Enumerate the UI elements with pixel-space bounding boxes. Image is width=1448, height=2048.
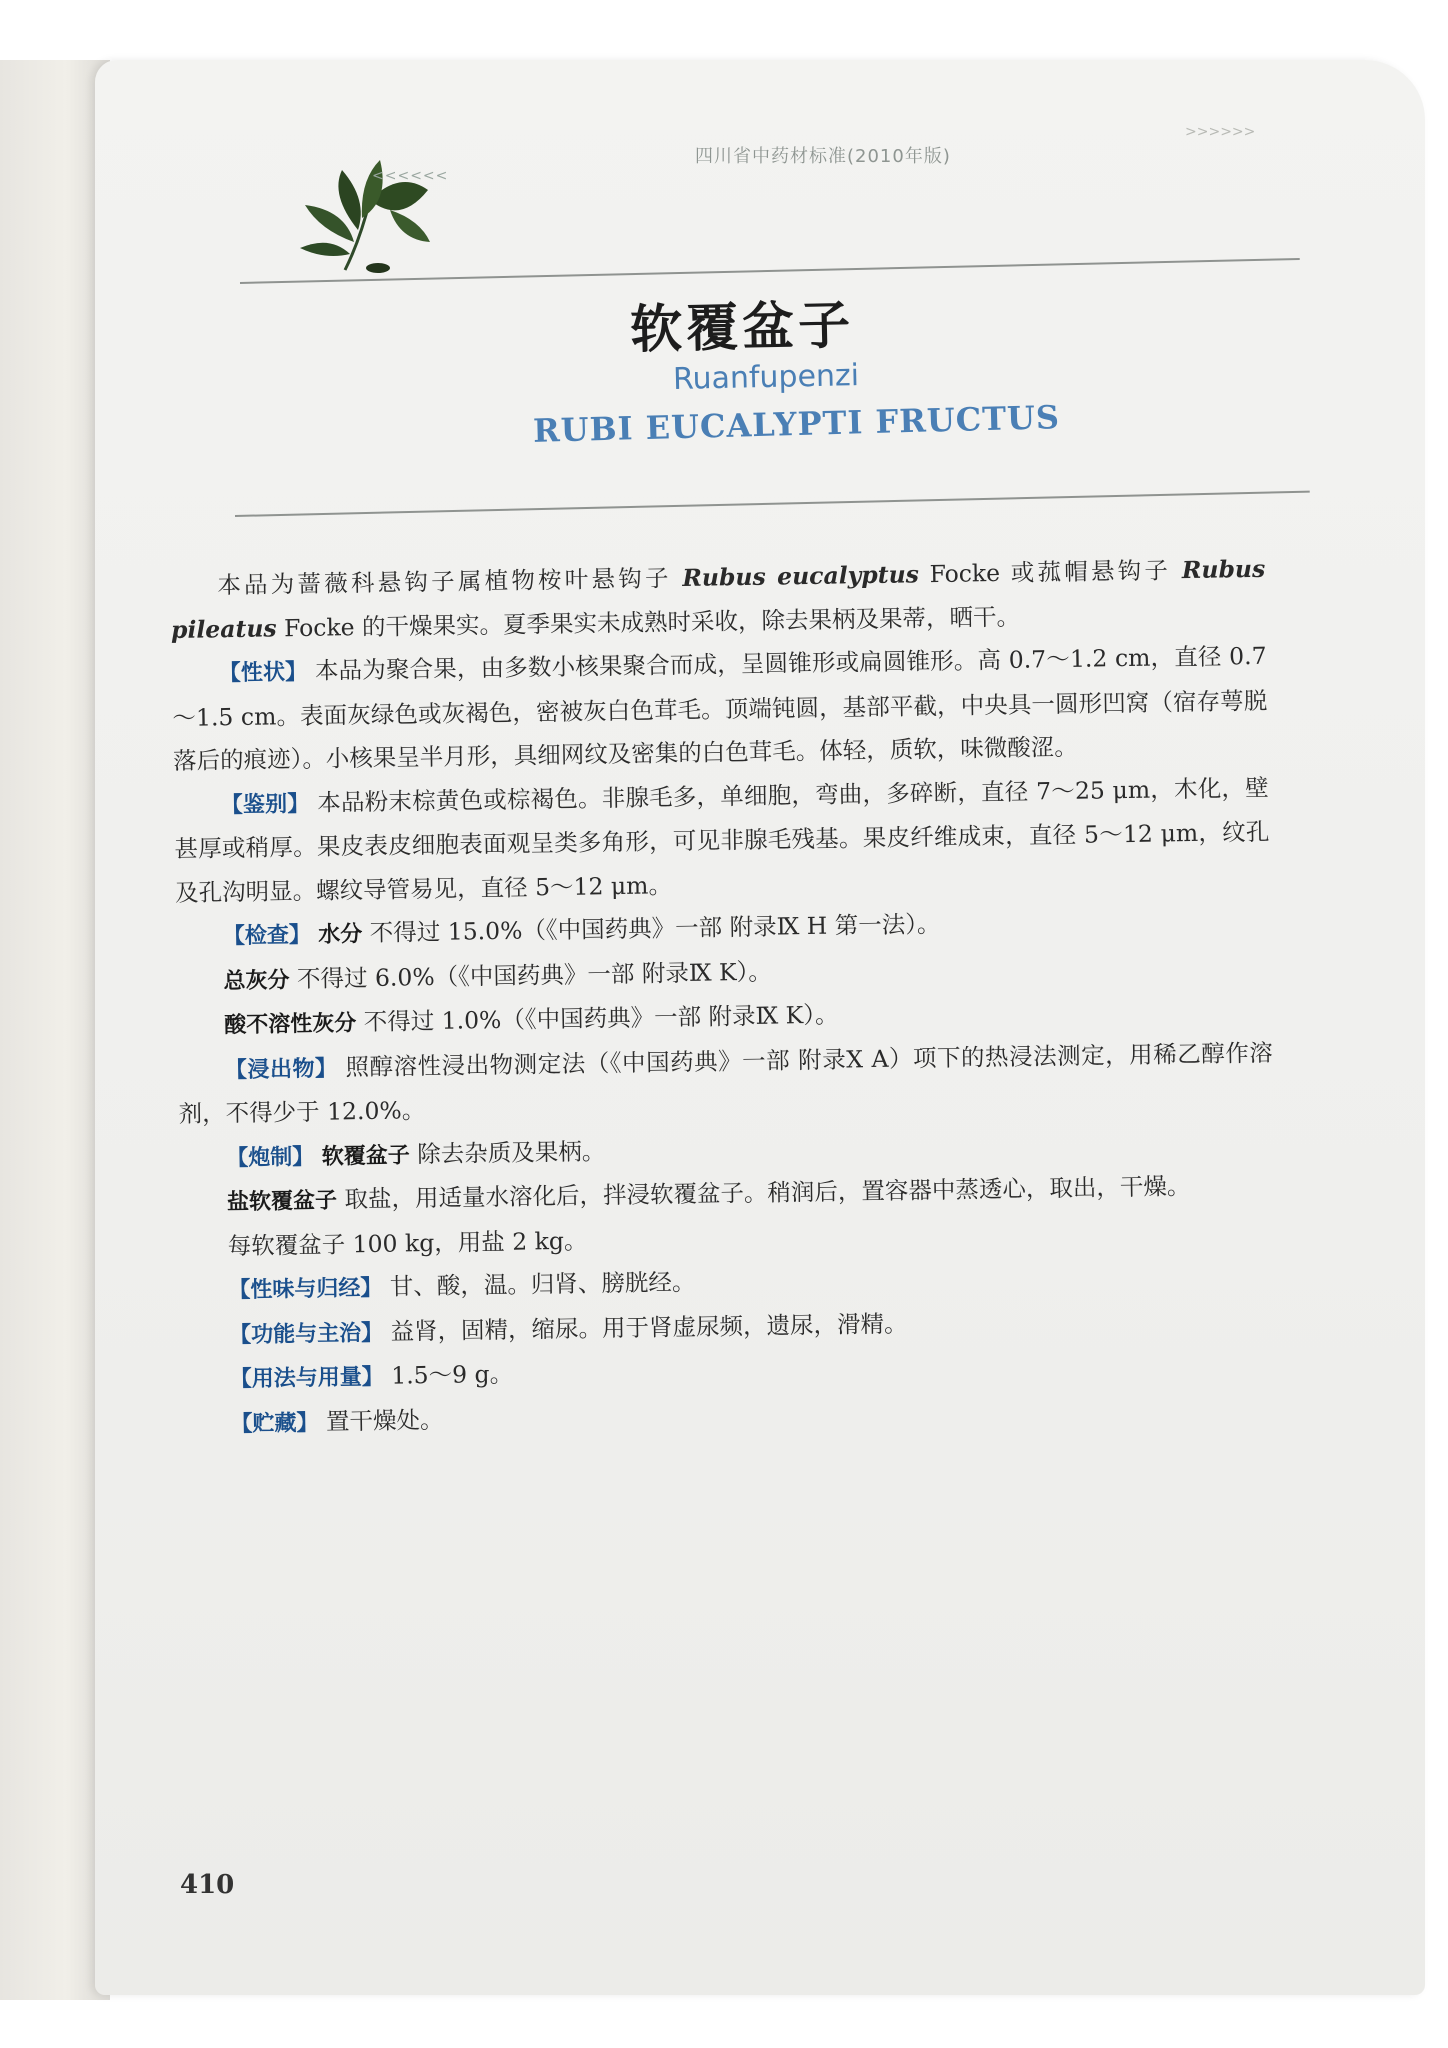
- section-label: 【用法与用量】: [229, 1364, 384, 1393]
- book-spine: [0, 60, 110, 2000]
- section-jinchuwu: [178, 1031, 1274, 1136]
- section-label: 【炮制】: [226, 1144, 315, 1171]
- section-text: 不得过 6.0%（《中国药典》一部 附录Ⅸ K）。: [296, 957, 773, 993]
- intro-text: Focke 的干燥果实。夏季果实未成熟时采收，除去果柄及果蒂，晒干。: [276, 602, 1021, 642]
- section-text: 1.5～9 g。: [391, 1359, 514, 1390]
- section-text: 不得过 15.0%（《中国药典》一部 附录Ⅸ H 第一法）。: [369, 909, 941, 947]
- subsection-label: 总灰分: [223, 967, 290, 994]
- section-xingzhuang: [171, 635, 1268, 784]
- title-pinyin: Ruanfupenzi: [672, 358, 860, 397]
- section-label: 【检查】: [222, 922, 312, 950]
- section-text: 每软覆盆子 100 kg，用盐 2 kg。: [227, 1226, 588, 1260]
- decorative-arrows-right: >>>>>>: [1185, 124, 1256, 140]
- section-label: 【鉴别】: [220, 791, 310, 818]
- book-page: [95, 60, 1425, 1995]
- section-text: 甘、酸，温。归肾、膀胱经。: [389, 1267, 696, 1301]
- title-bottom-rule: [235, 491, 1310, 517]
- section-text: 益肾，固精，缩尿。用于肾虚尿频，遗尿，滑精。: [390, 1309, 908, 1346]
- section-label: 【贮藏】: [230, 1410, 319, 1437]
- latin-name: Rubus eucalyptus: [682, 560, 920, 592]
- subsection-label: 酸不溶性灰分: [224, 1011, 357, 1039]
- section-text: 照醇溶性浸出物测定法（《中国药典》一部 附录Ⅹ A）项下的热浸法测定，用稀乙醇作溶剂，不得少于 12.0%。: [178, 1038, 1273, 1128]
- section-label: 【功能与主治】: [228, 1320, 384, 1348]
- section-label: 【浸出物】: [224, 1055, 338, 1083]
- section-label: 【性味与归经】: [228, 1275, 383, 1304]
- section-text: 除去杂质及果柄。: [417, 1136, 606, 1168]
- intro-text: 本品为蔷薇科悬钩子属植物桉叶悬钩子: [217, 563, 683, 600]
- running-header: 四川省中药材标准(2010年版): [695, 146, 951, 167]
- subsection-label: 盐软覆盆子: [226, 1188, 338, 1216]
- section-jianbie: [173, 766, 1270, 915]
- title-latin: RUBI EUCALYPTI FRUCTUS: [532, 398, 1061, 450]
- section-text: 本品粉末棕黄色或棕褐色。非腺毛多，单细胞，弯曲，多碎断，直径 7～25 μm，木化，壁甚厚或稍厚。果皮表皮细胞表面观呈类多角形，可见非腺毛残基。果皮纤维成束，直径 5～12 μm，纹孔及孔沟明显。螺纹导管易见，直径 5～12 μm。: [174, 773, 1270, 907]
- monograph-body: [170, 548, 1279, 1447]
- decorative-arrows-left: <<<<<<: [372, 168, 449, 184]
- subsection-label: 软覆盆子: [321, 1142, 411, 1170]
- section-text: 不得过 1.0%（《中国药典》一部 附录Ⅸ K）。: [363, 1000, 839, 1037]
- section-text: 置干燥处。: [325, 1405, 444, 1436]
- section-label: 【性状】: [218, 659, 308, 687]
- leaf-logo-icon: [250, 130, 450, 280]
- intro-text: Focke 或菰帽悬钩子: [918, 556, 1183, 589]
- latin-name: Rubus pileatus: [170, 554, 1266, 644]
- page-title: 软覆盆子: [629, 294, 855, 361]
- section-text: 本品为聚合果，由多数小核果聚合而成，呈圆锥形或扁圆锥形。高 0.7～1.2 cm，直径 0.7～1.5 cm。表面灰绿色或灰褐色，密被灰白色茸毛。顶端钝圆，基部平截，中央具一圆形凹窝（宿存萼脱落后的痕迹）。小核果呈半月形，具细网纹及密集的白色茸毛。体轻，质软，味微酸涩。: [172, 641, 1268, 775]
- section-text: 取盐，用适量水溶化后，拌浸软覆盆子。稍润后，置容器中蒸透心，取出，干燥。: [344, 1172, 1191, 1214]
- page-number: 410: [180, 1870, 235, 1900]
- subsection-label: 水分: [318, 922, 363, 948]
